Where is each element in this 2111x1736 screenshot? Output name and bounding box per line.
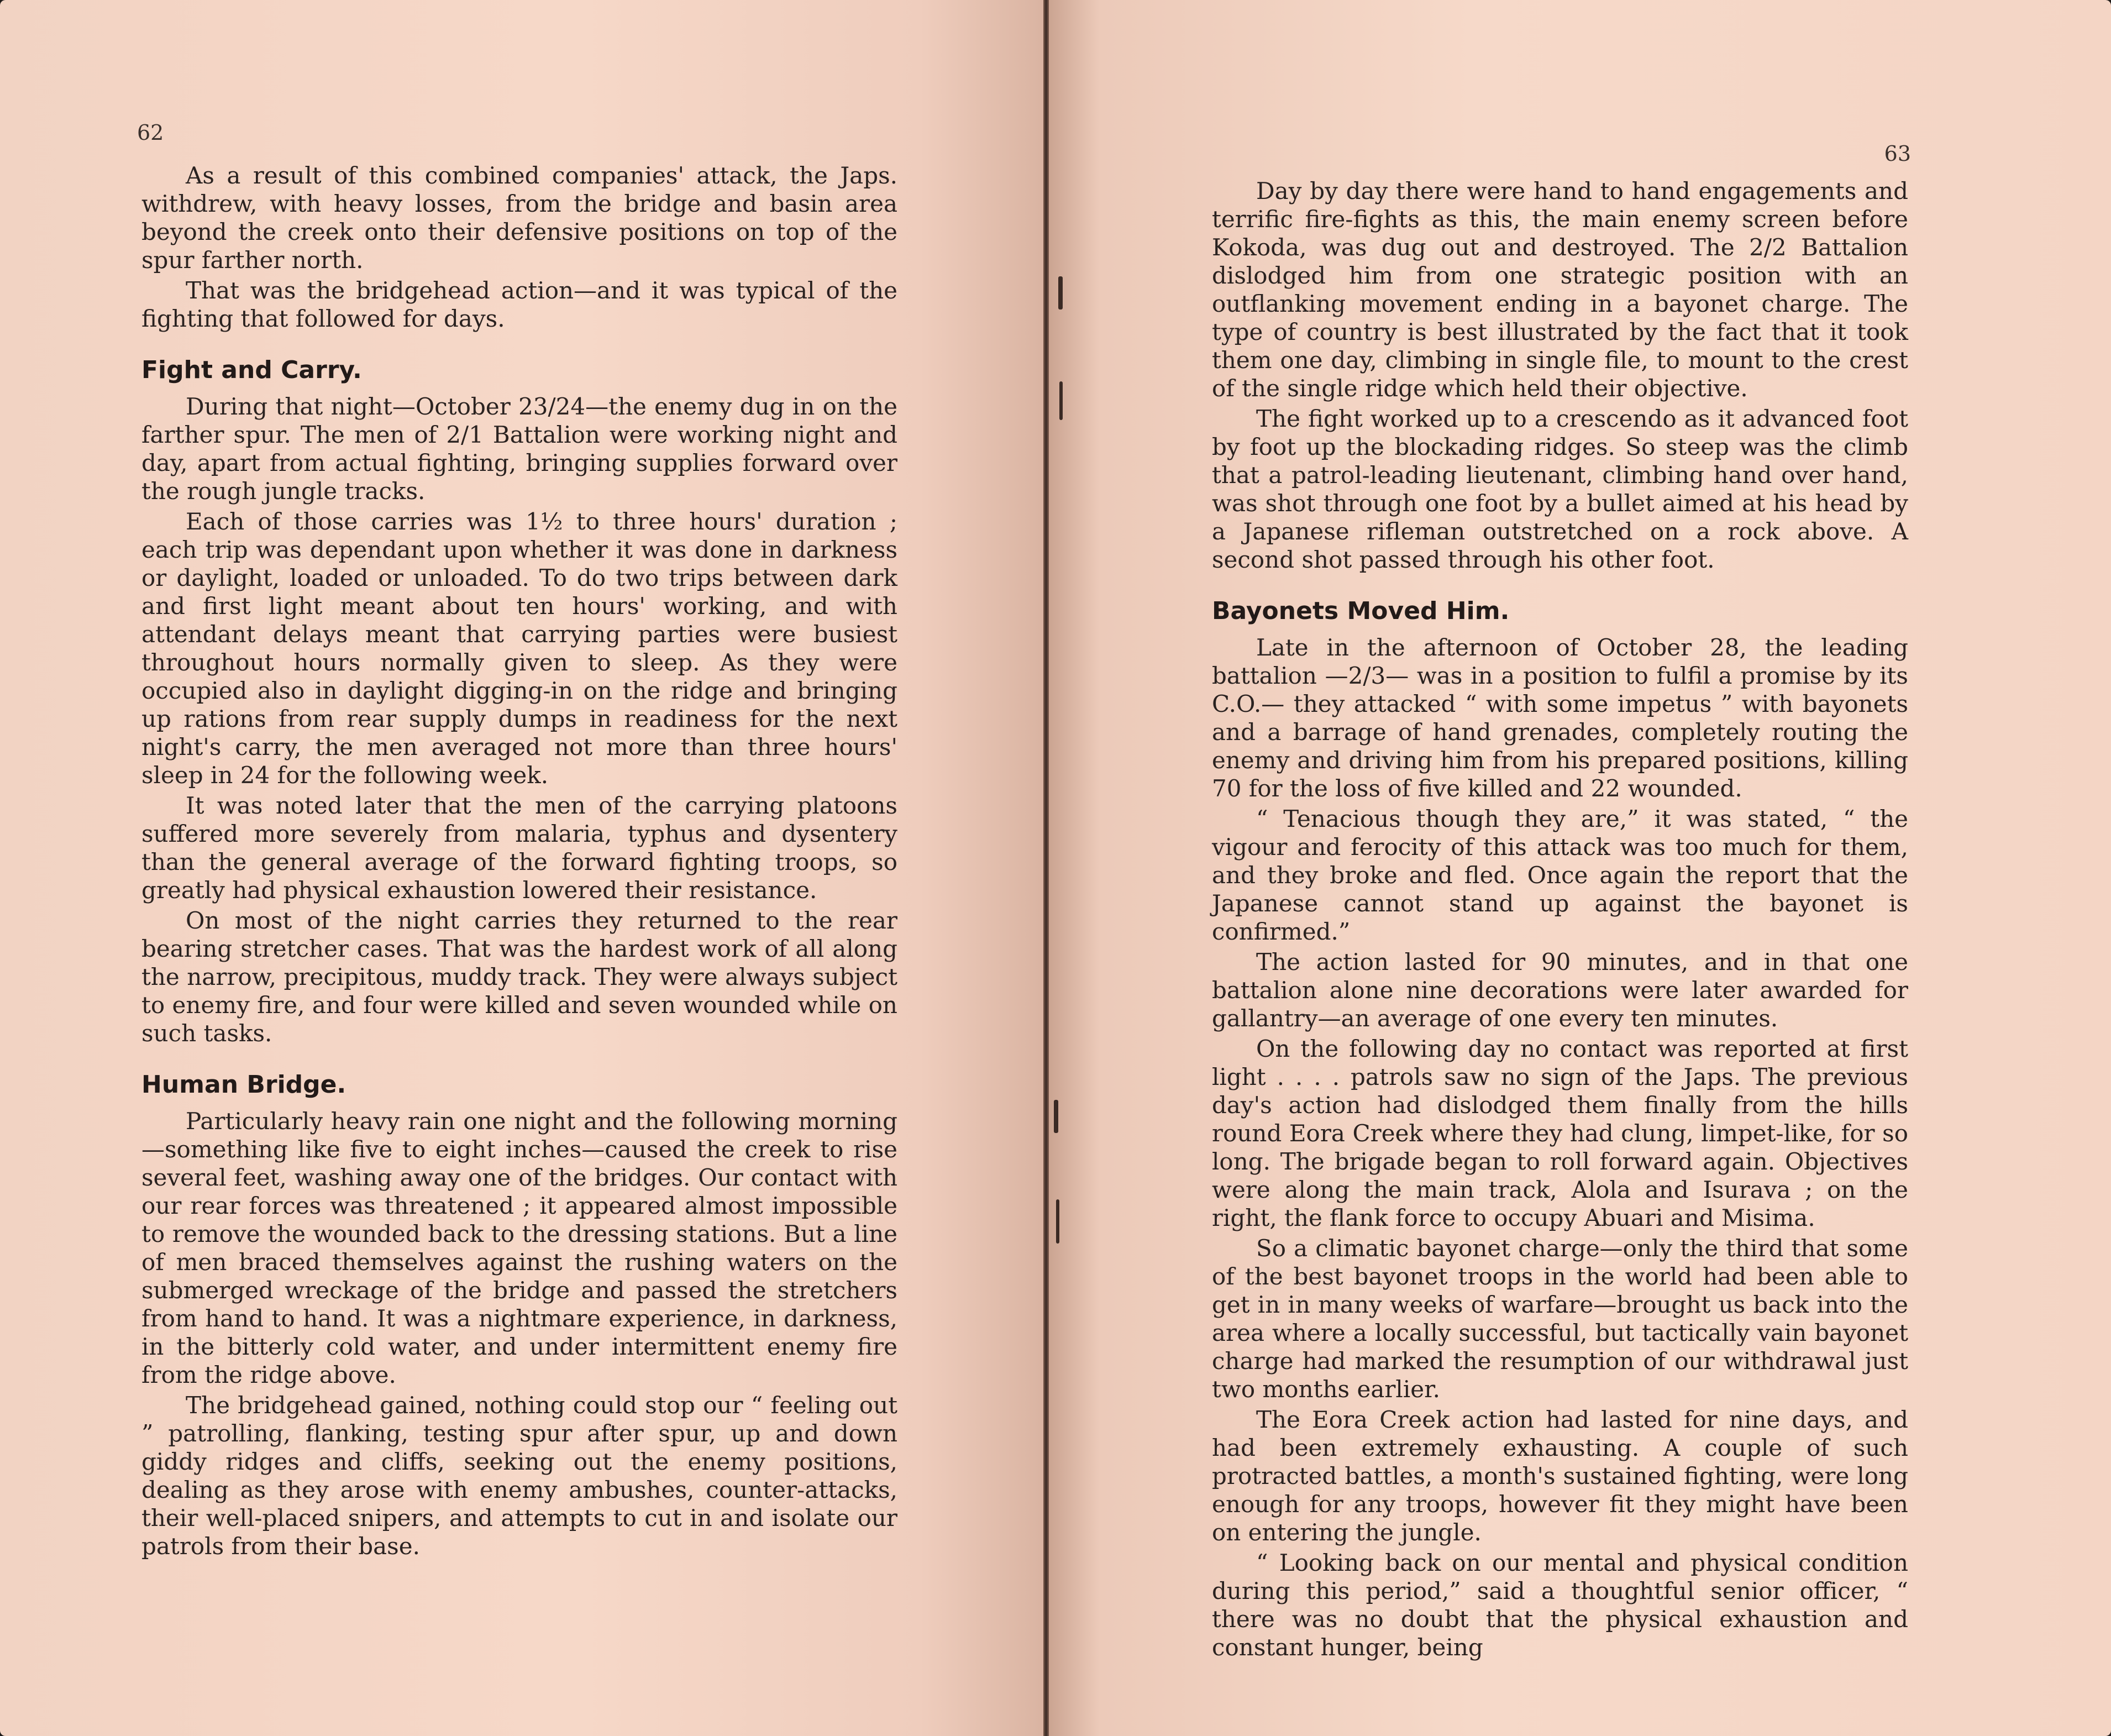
heading-bayonets-moved-him: Bayonets Moved Him. xyxy=(1212,597,1510,625)
left-paragraph-5: It was noted later that the men of the carrying platoons suffered more severely from malaria, typhus and dysentery than the general average of the forward fighting troops, so greatly had physical exhaustion lowered their resistance. xyxy=(141,792,897,904)
right-paragraph-5: The action lasted for 90 minutes, and in that one battalion alone nine decorations were later awarded for gallantry—an average of one every ten minutes. xyxy=(1212,948,1908,1032)
heading-fight-and-carry: Fight and Carry. xyxy=(141,356,362,384)
left-paragraph-3: During that night—October 23/24—the enemy dug in on the farther spur. The men of 2/1 Battalion were working night and day, apart from actual fighting, bringing supplies forward over the rough jungle tracks. xyxy=(141,393,897,505)
left-paragraph-6: On most of the night carries they returned to the rear bearing stretcher cases. That was the hardest work of all along the narrow, precipitous, muddy track. They were always subject to enemy fire, and four were killed and seven wounded while on such tasks. xyxy=(141,907,897,1047)
left-paragraph-4: Each of those carries was 1½ to three hours' duration ; each trip was dependant upon whether it was done in darkness or daylight, loaded or unloaded. To do two trips between dark and first light meant about ten hours' working, and with attendant delays meant that carrying parties were busiest throughout hours normally given to sleep. As they were occupied also in daylight digging-in on the ridge and bringing up rations from rear supply dumps in readiness for the next night's carry, the men averaged not more than three hours' sleep in 24 for the following week. xyxy=(141,508,897,789)
right-paragraph-2: The fight worked up to a crescendo as it advanced foot by foot up the blockading ridges. So steep was the climb that a patrol-leading lieutenant, climbing hand over hand, was shot through one foot by a bullet aimed at his head by a Japanese rifleman outstretched on a rock above. A second shot passed through his other foot. xyxy=(1212,405,1908,573)
right-paragraph-1: Day by day there were hand to hand engagements and terrific fire-fights as this, the main enemy screen before Kokoda, was dug out and destroyed. The 2/2 Battalion dislodged him from one strategic position with an outflanking movement ending in a bayonet charge. The type of country is best illustrated by the fact that it took them one day, climbing in single file, to mount to the crest of the single ridge which held their objective. xyxy=(1212,177,1908,402)
heading-human-bridge: Human Bridge. xyxy=(141,1071,346,1099)
right-text-column xyxy=(1212,177,1908,1664)
binding-stitch-mark xyxy=(1056,1199,1059,1244)
right-paragraph-8: The Eora Creek action had lasted for nine days, and had been extremely exhausting. A couple of such protracted battles, a month's sustained fighting, were long enough for any troops, however fit they might have been on entering the jungle. xyxy=(1212,1406,1908,1546)
page-gutter xyxy=(1043,0,1049,1736)
right-paragraph-6: On the following day no contact was reported at first light . . . . patrols saw no sign of the Japs. The previous day's action had dislodged them finally from the hills round Eora Creek where they had clung, limpet-like, for so long. The brigade began to roll forward again. Objectives were along the main track, Alola and Isurava ; on the right, the flank force to occupy Abuari and Misima. xyxy=(1212,1035,1908,1231)
left-paragraph-2: That was the bridgehead action—and it was typical of the fighting that followed for days. xyxy=(141,277,897,332)
right-paragraph-9: “ Looking back on our mental and physical condition during this period,” said a thoughtful senior officer, “ there was no doubt that the physical exhaustion and constant hunger, being xyxy=(1212,1549,1908,1661)
right-page xyxy=(1046,0,2111,1736)
left-text-column xyxy=(141,161,897,1562)
binding-stitch-mark xyxy=(1054,1100,1058,1133)
right-paragraph-4: “ Tenacious though they are,” it was stated, “ the vigour and ferocity of this attack was too much for them, and they broke and fled. Once again the report that the Japanese cannot stand up against the bayonet is confirmed.” xyxy=(1212,805,1908,945)
binding-stitch-mark xyxy=(1058,276,1063,310)
left-paragraph-7: Particularly heavy rain one night and the following morning—something like five to eight inches—caused the creek to rise several feet, washing away one of the bridges. Our contact with our rear forces was threatened ; it appeared almost impossible to remove the wounded back to the dressing stations. But a line of men braced themselves against the rushing waters on the submerged wreckage of the bridge and passed the stretchers from hand to hand. It was a nightmare experience, in darkness, in the bitterly cold water, and under intermittent enemy fire from the ridge above. xyxy=(141,1108,897,1388)
left-paragraph-8: The bridgehead gained, nothing could stop our “ feeling out ” patrolling, flanking, testing spur after spur, up and down giddy ridges and cliffs, seeking out the enemy positions, dealing as they arose with enemy ambushes, counter-attacks, their well-placed snipers, and attempts to cut in and isolate our patrols from their base. xyxy=(141,1392,897,1560)
left-paragraph-1: As a result of this combined companies' attack, the Japs. withdrew, with heavy losses, from the bridge and basin area beyond the creek onto their defensive positions on top of the spur farther north. xyxy=(141,162,897,274)
left-page-number: 62 xyxy=(137,120,164,145)
right-page-number: 63 xyxy=(1884,141,1911,166)
left-page xyxy=(0,0,1046,1736)
binding-stitch-mark xyxy=(1059,381,1063,420)
right-paragraph-3: Late in the afternoon of October 28, the leading battalion —2/3— was in a position to fulfil a promise by its C.O.— they attacked “ with some impetus ” with bayonets and a barrage of hand grenades, completely routing the enemy and driving him from his prepared positions, killing 70 for the loss of five killed and 22 wounded. xyxy=(1212,634,1908,802)
right-paragraph-7: So a climatic bayonet charge—only the third that some of the best bayonet troops in the world had been able to get in in many weeks of warfare—brought us back into the area where a locally successful, but tactically vain bayonet charge had marked the resumption of our withdrawal just two months earlier. xyxy=(1212,1235,1908,1403)
